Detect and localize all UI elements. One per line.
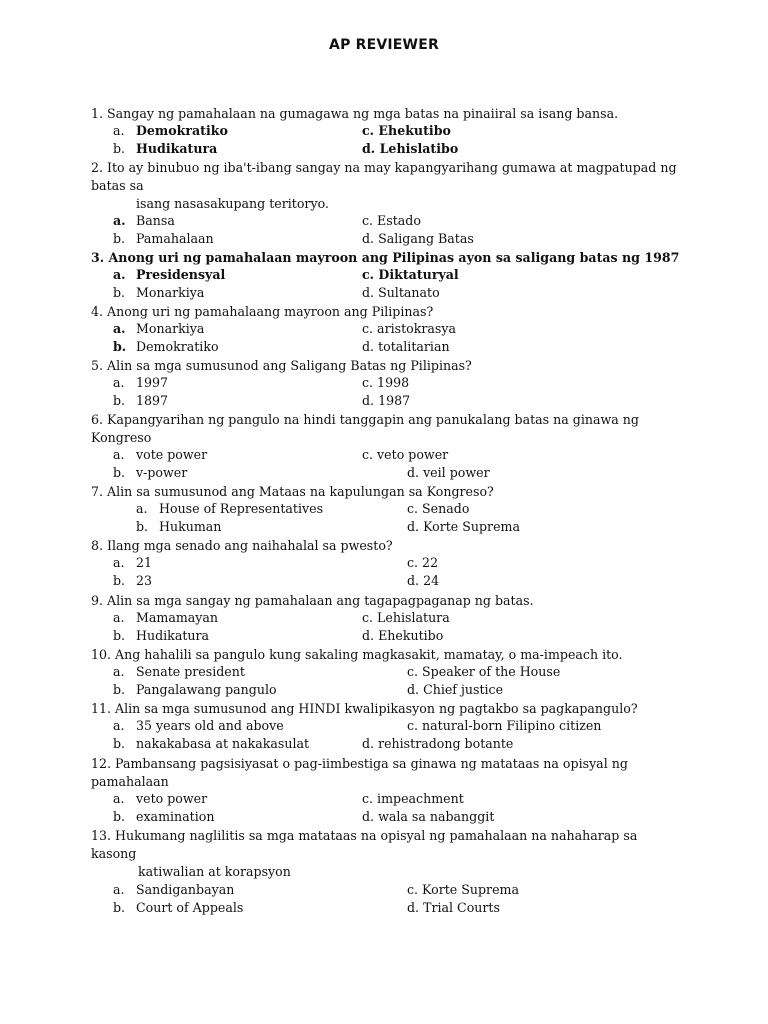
option-a: veto power [136, 791, 208, 806]
question-13-continuation-2: katiwalian at korapsyon [138, 864, 291, 879]
option-letter-b: b. [113, 682, 126, 697]
option-b: 23 [136, 573, 153, 588]
question-2-continuation-2: isang nasasakupang teritoryo. [136, 196, 329, 211]
option-d: d. Ehekutibo [362, 628, 444, 643]
option-c: c. Lehislatura [362, 610, 450, 625]
option-letter-a: a. [113, 321, 126, 336]
option-letter-a: a. [113, 664, 125, 679]
option-a: House of Representatives [159, 501, 324, 516]
option-letter-b: b. [113, 231, 126, 246]
question-5: 5. Alin sa mga sumusunod ang Saligang Batas ng Pilipinas? [91, 358, 472, 373]
option-letter-b: b. [113, 285, 126, 300]
option-letter-b: b. [113, 393, 126, 408]
option-d: d. rehistradong botante [362, 736, 514, 751]
option-c: c. impeachment [362, 791, 464, 806]
option-a: 1997 [136, 375, 169, 390]
option-d: d. wala sa nabanggit [362, 809, 495, 824]
option-b: 1897 [136, 393, 169, 408]
option-a: Senate president [136, 664, 245, 679]
option-c: c. Ehekutibo [362, 123, 451, 138]
option-letter-a: a. [113, 375, 125, 390]
question-6-continuation: Kongreso [91, 430, 152, 445]
option-a: Demokratiko [136, 123, 228, 138]
option-c: c. Diktaturyal [362, 267, 459, 282]
option-b: Hudikatura [136, 628, 210, 643]
option-b: Court of Appeals [136, 900, 244, 915]
option-b: examination [136, 809, 215, 824]
option-b: Hukuman [159, 519, 222, 534]
option-b: Monarkiya [136, 285, 205, 300]
option-a: Mamamayan [136, 610, 219, 625]
option-d: d. Lehislatibo [362, 141, 459, 156]
option-letter-b: b. [113, 141, 126, 156]
option-c: c. aristokrasya [362, 321, 456, 336]
question-13-continuation: kasong [91, 846, 137, 861]
question-7: 7. Alin sa sumusunod ang Mataas na kapulungan sa Kongreso? [91, 484, 494, 499]
option-letter-b: b. [113, 736, 126, 751]
option-c: c. natural-born Filipino citizen [407, 718, 602, 733]
option-letter-a: a. [113, 267, 126, 282]
option-b: Pangalawang pangulo [136, 682, 277, 697]
option-d: d. 1987 [362, 393, 411, 408]
option-letter-a: a. [113, 555, 125, 570]
option-d: d. Chief justice [407, 682, 504, 697]
option-letter-b: b. [113, 465, 126, 480]
question-6: 6. Kapangyarihan ng pangulo na hindi tanggapin ang panukalang batas na ginawa ng [91, 412, 639, 427]
option-letter-a: a. [113, 213, 126, 228]
option-letter-a: a. [113, 447, 125, 462]
option-letter-a: a. [113, 791, 125, 806]
option-d: d. veil power [407, 465, 490, 480]
option-a: vote power [136, 447, 208, 462]
question-13: 13. Hukumang naglilitis sa mga matataas na opisyal ng pamahalaan na nahaharap sa [91, 828, 638, 843]
option-a: Monarkiya [136, 321, 205, 336]
option-c: c. Estado [362, 213, 421, 228]
option-d: d. totalitarian [362, 339, 450, 354]
option-letter-b: b. [113, 573, 126, 588]
question-12-continuation: pamahalaan [91, 774, 169, 789]
option-a: Presidensyal [136, 267, 226, 282]
option-a: Bansa [136, 213, 175, 228]
option-b: Hudikatura [136, 141, 218, 156]
option-a: 35 years old and above [136, 718, 284, 733]
option-c: c. Korte Suprema [407, 882, 519, 897]
option-c: c. 22 [407, 555, 439, 570]
option-b: Pamahalaan [136, 231, 214, 246]
option-d: d. Saligang Batas [362, 231, 474, 246]
option-c: c. Senado [407, 501, 470, 516]
option-d: d. Trial Courts [407, 900, 500, 915]
question-2: 2. Ito ay binubuo ng iba't-ibang sangay na may kapangyarihang gumawa at magpatupad ng [91, 160, 677, 175]
option-letter-b: b. [113, 339, 127, 354]
option-c: c. veto power [362, 447, 449, 462]
option-a: Sandiganbayan [136, 882, 235, 897]
option-d: d. Sultanato [362, 285, 440, 300]
option-letter-b: b. [113, 628, 126, 643]
question-3: 3. Anong uri ng pamahalaan mayroon ang Pilipinas ayon sa saligang batas ng 1987 [91, 250, 680, 265]
option-b: Demokratiko [136, 339, 219, 354]
option-letter-a: a. [113, 882, 125, 897]
question-12: 12. Pambansang pagsisiyasat o pag-iimbestiga sa ginawa ng matataas na opisyal ng [91, 756, 628, 771]
question-9: 9. Alin sa mga sangay ng pamahalaan ang tagapagpaganap ng batas. [91, 593, 534, 608]
question-8: 8. Ilang mga senado ang naihahalal sa pwesto? [91, 538, 393, 553]
question-11: 11. Alin sa mga sumusunod ang HINDI kwalipikasyon ng pagtakbo sa pagkapangulo? [91, 701, 638, 716]
question-1: 1. Sangay ng pamahalaan na gumagawa ng mga batas na pinaiiral sa isang bansa. [91, 106, 619, 121]
option-letter-b: b. [113, 900, 126, 915]
option-b: nakakabasa at nakakasulat [136, 736, 310, 751]
option-letter-a: a. [113, 718, 125, 733]
option-d: d. Korte Suprema [407, 519, 520, 534]
question-10: 10. Ang hahalili sa pangulo kung sakaling magkasakit, mamatay, o ma-impeach ito. [91, 647, 623, 662]
question-4: 4. Anong uri ng pamahalaang mayroon ang Pilipinas? [91, 304, 434, 319]
option-c: c. Speaker of the House [407, 664, 561, 679]
option-letter-a: a. [113, 123, 125, 138]
option-b: v-power [136, 465, 188, 480]
option-letter-b: b. [113, 809, 126, 824]
option-a: 21 [136, 555, 153, 570]
question-2-continuation: batas sa [91, 178, 144, 193]
option-letter-b: b. [136, 519, 149, 534]
option-letter-a: a. [136, 501, 148, 516]
option-d: d. 24 [407, 573, 440, 588]
option-c: c. 1998 [362, 375, 410, 390]
option-letter-a: a. [113, 610, 125, 625]
page-title: AP REVIEWER [329, 37, 439, 53]
